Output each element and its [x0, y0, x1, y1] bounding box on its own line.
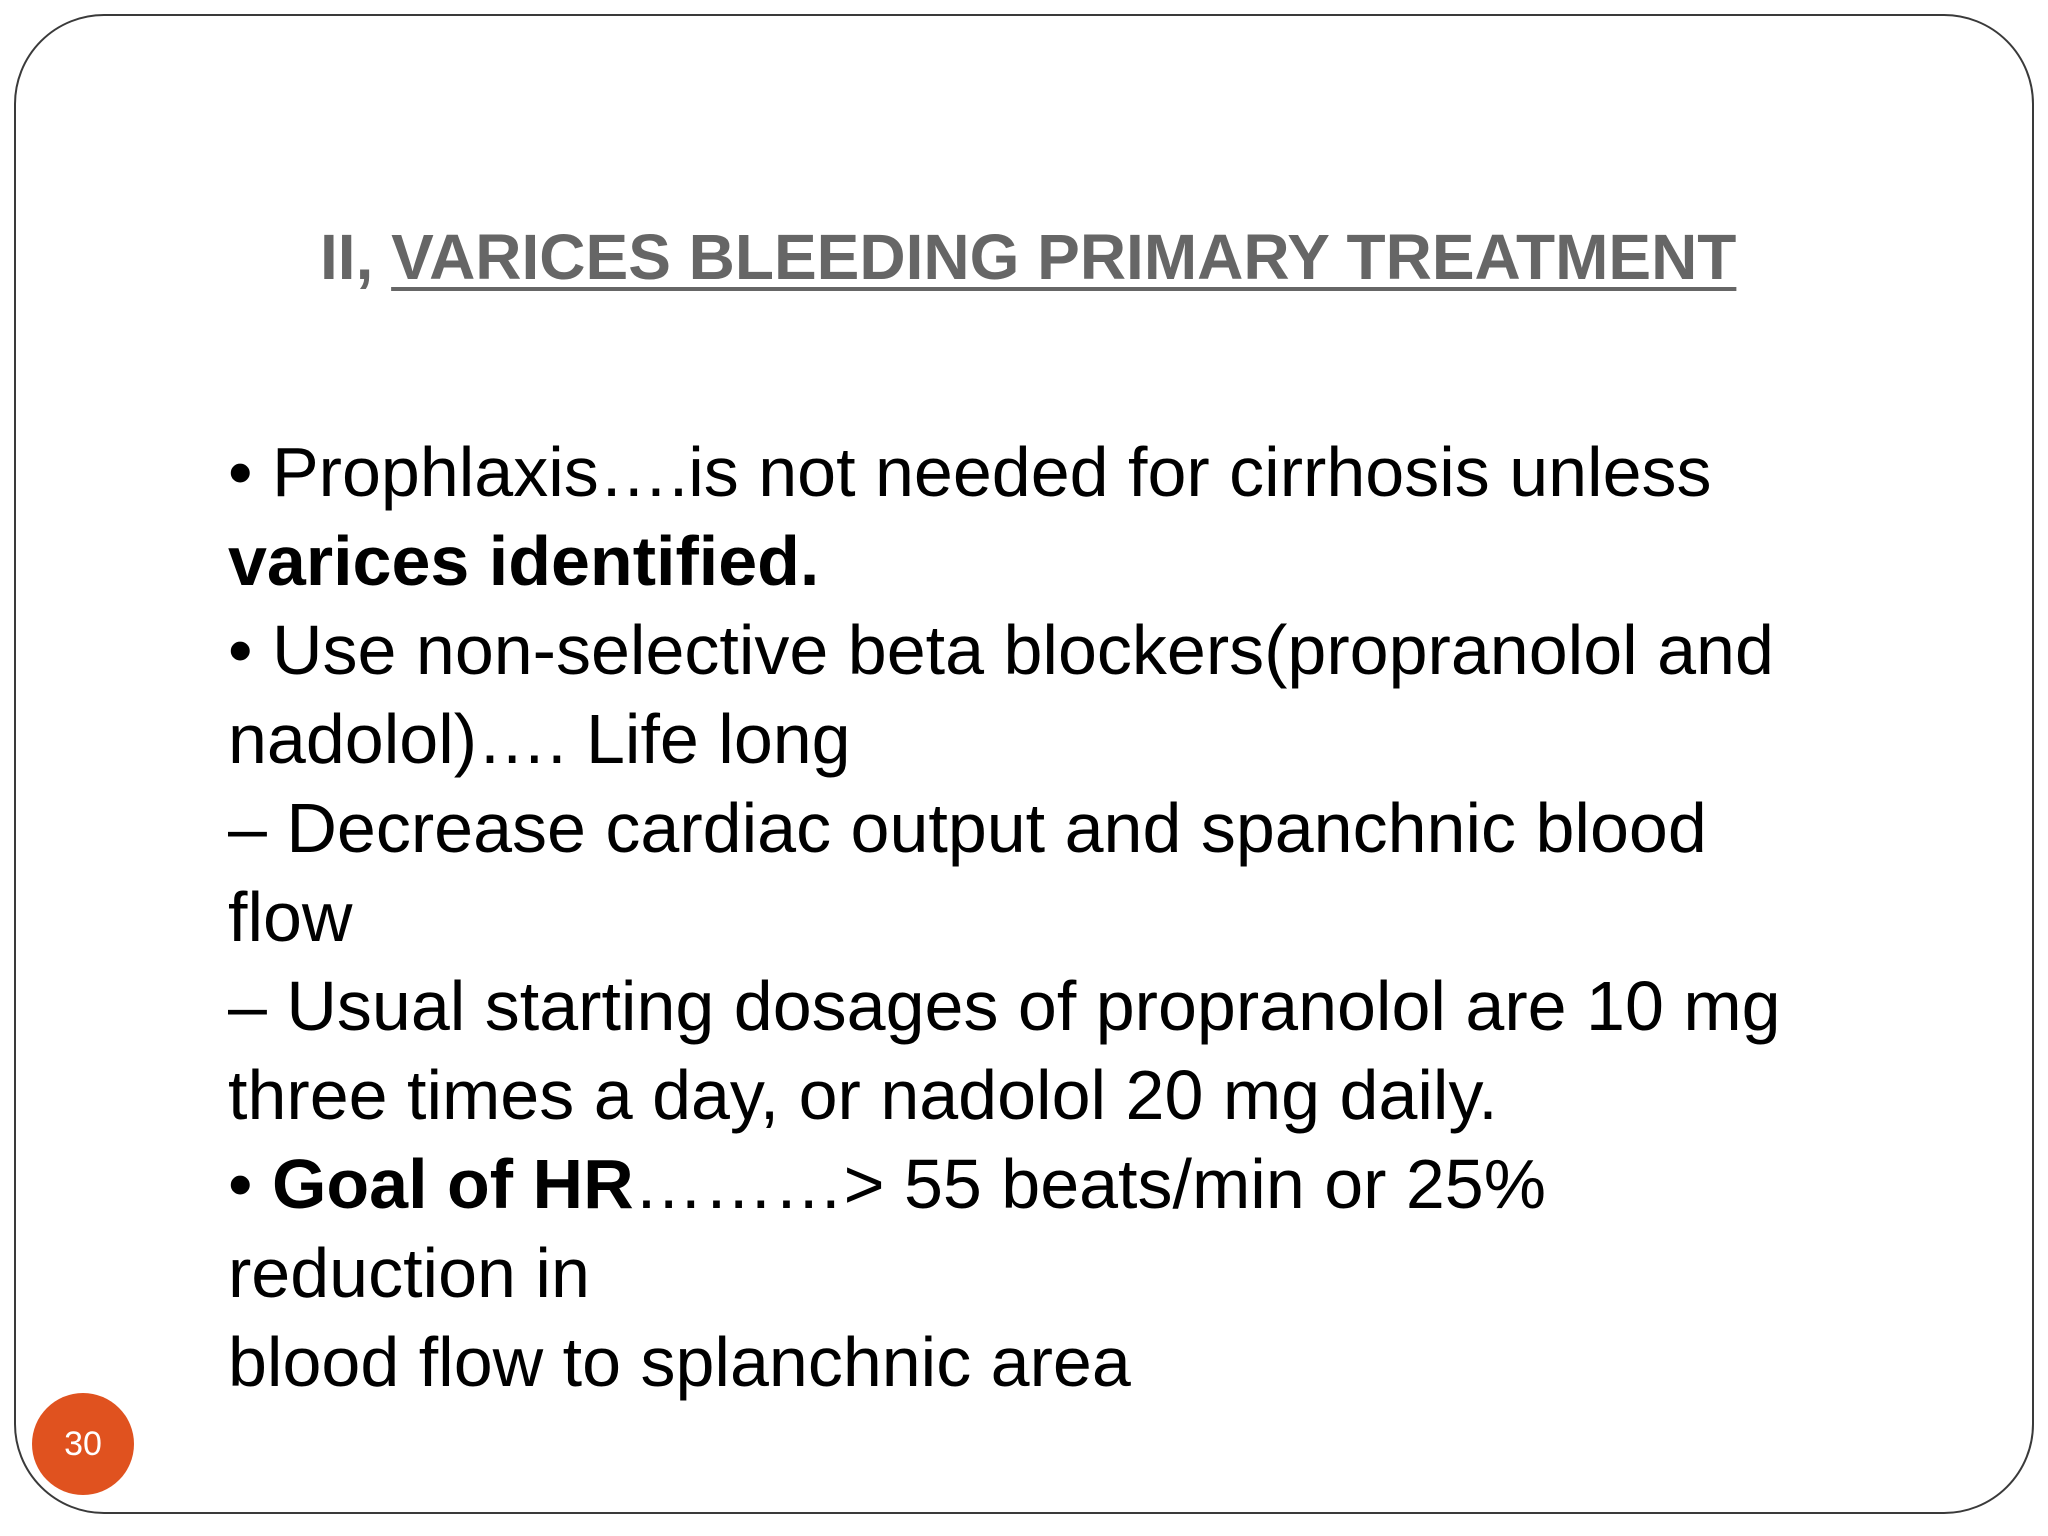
body-line-decrease-output: – Decrease cardiac output and spanchnic blood: [228, 789, 1707, 867]
goal-value: ………> 55 beats/min or 25%: [633, 1145, 1546, 1223]
goal-bullet: •: [228, 1145, 272, 1223]
body-line-nadolol: nadolol)…. Life long: [228, 700, 851, 778]
slide-title: [320, 222, 1736, 292]
title-main: VARICES BLEEDING PRIMARY TREATMENT: [391, 221, 1737, 293]
body-line-beta-blockers: • Use non-selective beta blockers(propranolol and: [228, 611, 1774, 689]
body-line-splanchnic: blood flow to splanchnic area: [228, 1323, 1131, 1401]
goal-label: Goal of HR: [271, 1145, 634, 1223]
page-number: 30: [64, 1424, 102, 1463]
page-number-badge: [32, 1393, 134, 1495]
title-prefix: II,: [320, 221, 392, 293]
body-line-reduction: reduction in: [228, 1234, 590, 1312]
body-line-goal-of-hr: [228, 1140, 1968, 1229]
body-line-starting-dosages: – Usual starting dosages of propranolol are 10 mg: [228, 967, 1781, 1045]
body-line-dosage-frequency: three times a day, or nadolol 20 mg daily.: [228, 1056, 1498, 1134]
body-line-prophylaxis: • Prophlaxis….is not needed for cirrhosis unless: [228, 433, 1712, 511]
body-line-varices-identified: varices identified.: [228, 522, 820, 600]
slide-body: [228, 428, 1968, 1407]
body-line-flow: flow: [228, 878, 353, 956]
